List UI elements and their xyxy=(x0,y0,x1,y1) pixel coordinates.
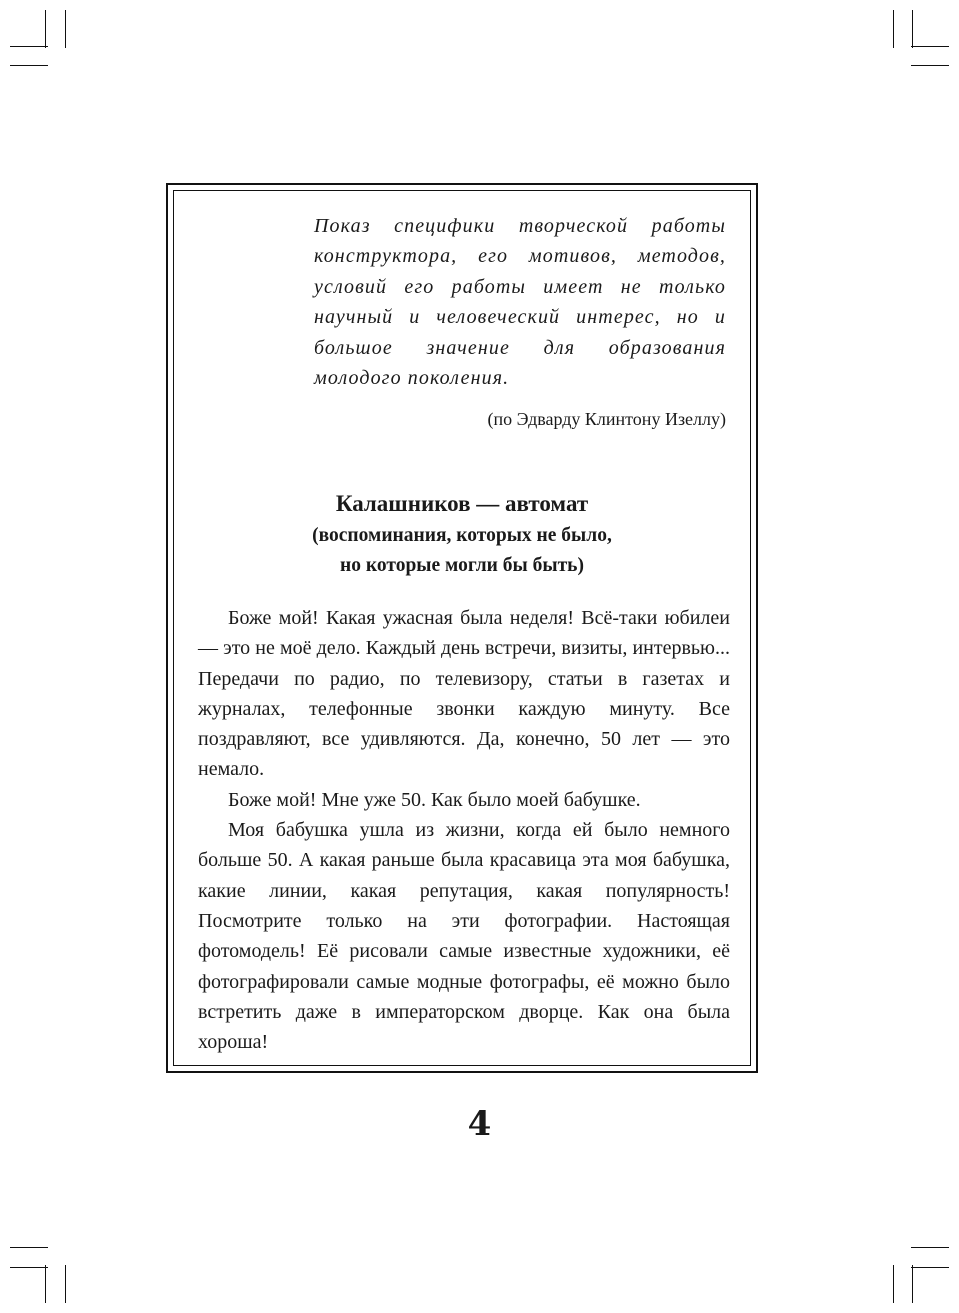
text-frame-inner xyxy=(173,190,751,1066)
crop-mark xyxy=(45,10,46,48)
crop-mark xyxy=(65,10,66,48)
crop-mark xyxy=(893,10,894,48)
crop-mark xyxy=(45,1265,46,1303)
chapter-heading xyxy=(194,487,730,581)
paragraph: Моя бабушка ушла из жизни, когда ей было немного больше 50. А какая раньше была красавица эта моя бабушка, какие линии, какая репутация, какая популярность! Посмотрите только на эти фотографии. Настоящая фотомодель! Её рисовали самые известные художники, её фотографировали самые модные фотографы, её можно было встретить даже в императорском дворце. Как она была хороша! xyxy=(198,819,730,1054)
paragraph: Боже мой! Мне уже 50. Как было моей бабушке. xyxy=(228,788,641,811)
crop-mark xyxy=(10,1267,48,1268)
crop-mark xyxy=(911,46,949,47)
crop-mark xyxy=(65,1265,66,1303)
chapter-subtitle-line2: но которые могли бы быть) xyxy=(340,555,584,576)
crop-mark xyxy=(10,65,48,66)
crop-mark xyxy=(912,10,913,48)
text-frame xyxy=(166,183,758,1073)
paragraph: Боже мой! Какая ужасная была неделя! Всё-таки юбилеи — это не моё дело. Каждый день встречи, визиты, интервью... Передачи по радио, по телевизору, статьи в газетах и журналах, телефонные звонки каждую минуту. Все поздравляют, все удивляются. Да, конечно, 50 лет — это немало. xyxy=(198,607,730,781)
chapter-subtitle-line1: (воспоминания, которых не было, xyxy=(312,525,612,546)
crop-mark xyxy=(10,1247,48,1248)
epigraph: Показ специфики творческой работы конструктора, его мотивов, методов, условий его работы имеет не только научный и человеческий интерес, но и большое значение для образования молодого поколения. xyxy=(314,215,726,390)
body-text xyxy=(198,603,730,1057)
chapter-title: Калашников — автомат xyxy=(335,491,589,516)
epigraph-source: (по Эдварду Клинтону Изеллу) xyxy=(487,409,726,429)
crop-mark xyxy=(911,1247,949,1248)
crop-mark xyxy=(911,65,949,66)
page-number: 4 xyxy=(467,1104,492,1144)
crop-mark xyxy=(10,46,48,47)
crop-mark xyxy=(911,1267,949,1268)
crop-mark xyxy=(912,1265,913,1303)
crop-mark xyxy=(893,1265,894,1303)
